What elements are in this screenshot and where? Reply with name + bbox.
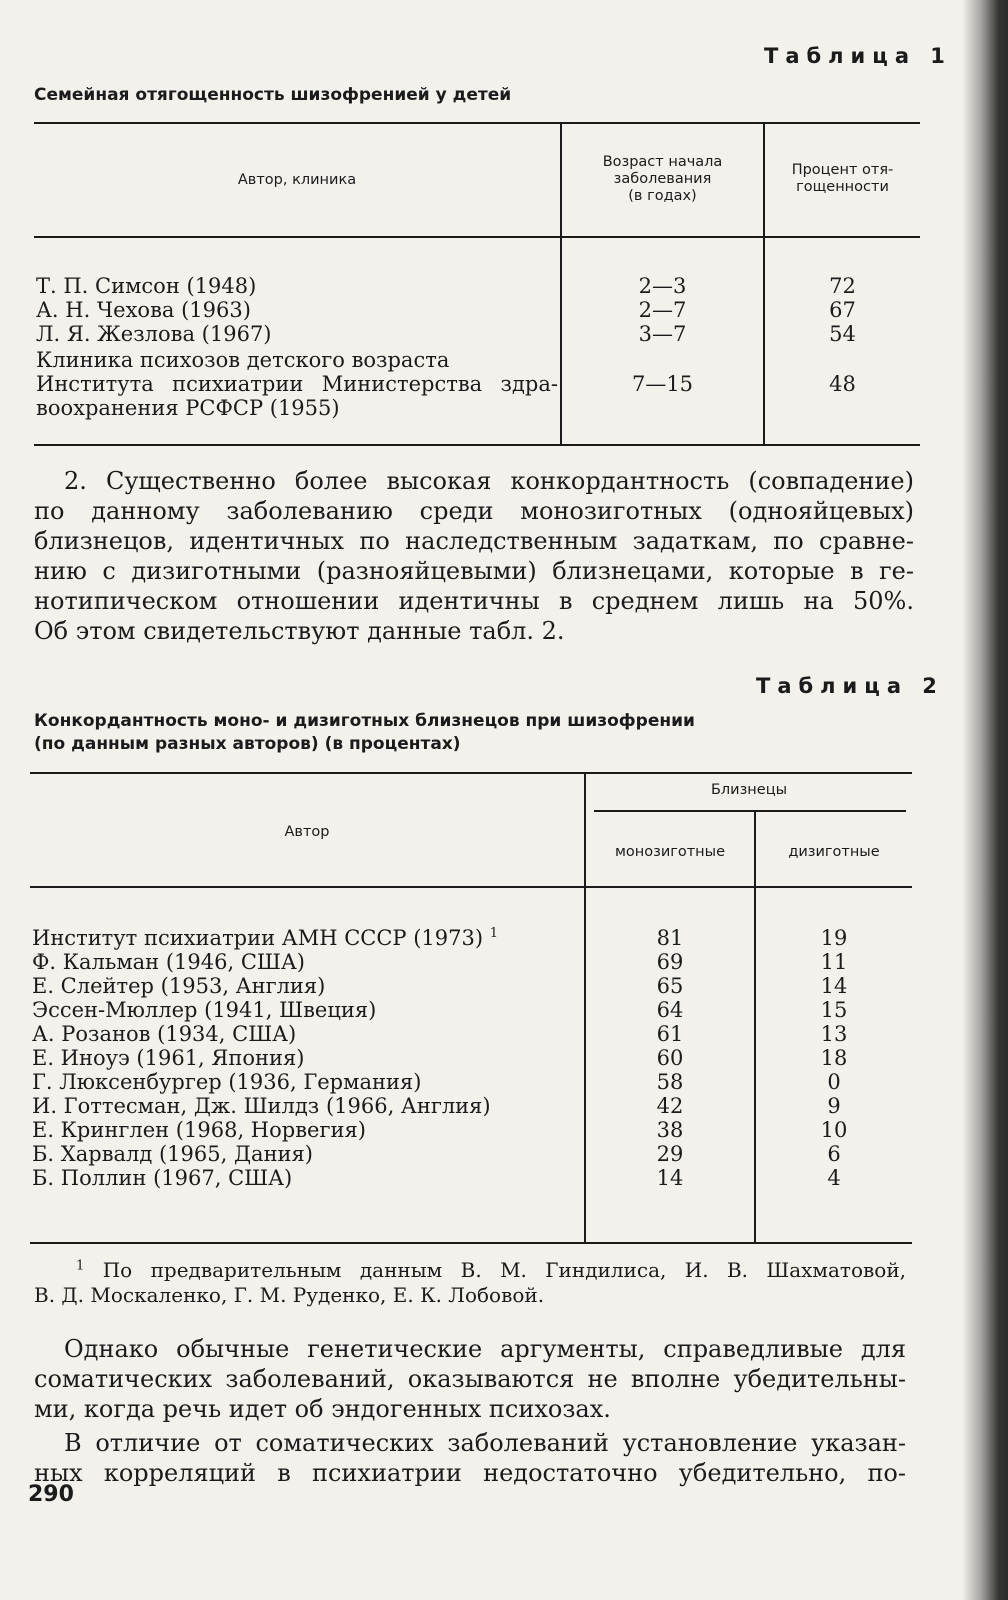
table2-row-author: Е. Иноуэ (1961, Япония) <box>32 1046 305 1070</box>
table2-row-mono: 64 <box>656 998 684 1022</box>
table1-row-author: Института психиатрии Министерства здра- <box>36 372 558 396</box>
table2-row-author: Ф. Кальман (1946, США) <box>32 950 305 974</box>
text-line: 2. Существенно более высокая конкордантность (совпадение) <box>64 467 914 495</box>
page-edge-shadow <box>962 0 1008 1600</box>
table2-row-author: Эссен-Мюллер (1941, Швеция) <box>32 998 377 1022</box>
table2-row-di: 19 <box>820 926 848 950</box>
table1-row-percent: 67 <box>829 298 856 322</box>
table2-row-author: Институт психиатрии АМН СССР (1973) $^1$ <box>32 926 498 950</box>
table1-row-author: Клиника психозов детского возраста <box>36 348 450 372</box>
table2-row-di: 14 <box>820 974 848 998</box>
text-line: ми, когда речь идет об эндогенных психозах. <box>34 1395 611 1423</box>
table2-row-mono: 61 <box>656 1022 684 1046</box>
table2-row-di: 18 <box>820 1046 848 1070</box>
body-paragraph-2 <box>34 1334 906 1424</box>
text-line: по данному заболеванию среди монозиготных (однояйцевых) <box>34 497 914 525</box>
text-line: нотипическом отношении идентичны в среднем лишь на 50%. <box>34 587 914 615</box>
table1-row-percent: 54 <box>829 322 856 346</box>
table2-top-rule <box>30 772 912 774</box>
text-line: Об этом свидетельствуют данные табл. 2. <box>34 617 565 645</box>
table2-header-author: Автор <box>284 824 330 840</box>
footnote-mark: 1 <box>76 1258 85 1274</box>
table2-row-di: 9 <box>827 1094 841 1118</box>
text-line: нию с дизиготными (разнояйцевыми) близнецами, которые в ге- <box>34 557 914 585</box>
table2-header-twins: Близнецы <box>710 782 788 798</box>
table2-title: Конкордантность моно- и дизиготных близнецов при шизофрении (по данным разных авторов) (в процентах) <box>34 711 695 754</box>
table1-row-author: Л. Я. Жезлова (1967) <box>36 322 272 346</box>
table2-number: Таблица 2 <box>756 674 944 698</box>
table2-row-di: 6 <box>827 1142 841 1166</box>
table1-row-age: 2—3 <box>638 274 687 298</box>
table2-row-author: Е. Кринглен (1968, Норвегия) <box>32 1118 366 1142</box>
table2-row-author: А. Розанов (1934, США) <box>32 1022 297 1046</box>
table2-row-author: Б. Поллин (1967, США) <box>32 1166 293 1190</box>
table1-header-rule <box>34 236 920 238</box>
table2-header-di: дизиготные <box>788 844 880 860</box>
table2-row-mono: 65 <box>656 974 684 998</box>
table2-row-mono: 38 <box>656 1118 684 1142</box>
table1-row-author: Т. П. Симсон (1948) <box>36 274 257 298</box>
table1-header-percent: Процент отя- гощенности <box>791 162 894 195</box>
table1-number: Таблица 1 <box>764 44 952 68</box>
text-line: близнецов, идентичных по наследственным задаткам, по сравне- <box>34 527 914 555</box>
text-line: соматических заболеваний, оказываются не вполне убедительны- <box>34 1365 906 1393</box>
table2-header-mono: монозиготные <box>614 844 726 860</box>
footnote-mark: 1 <box>489 926 498 941</box>
table2-row-mono: 81 <box>656 926 684 950</box>
page-number: 290 <box>28 1482 74 1507</box>
table2-row-di: 15 <box>820 998 848 1022</box>
table1-row-age: 7—15 <box>631 372 694 396</box>
table1-row-percent: 72 <box>829 274 856 298</box>
table2-bottom-rule <box>30 1242 912 1244</box>
table1-header-author: Автор, клиника <box>237 172 357 188</box>
table1-row-age: 3—7 <box>638 322 687 346</box>
table2-row-mono: 14 <box>656 1166 684 1190</box>
body-paragraph-3 <box>34 1428 906 1488</box>
footnote-line: $^1$ По предварительным данным В. М. Гиндилиса, И. В. Шахматовой, <box>76 1258 907 1282</box>
text-line: Однако обычные генетические аргументы, справедливые для <box>64 1335 906 1363</box>
table2-row-author: Г. Люксенбургер (1936, Германия) <box>32 1070 422 1094</box>
table1-row-age: 2—7 <box>638 298 687 322</box>
table1-bottom-rule <box>34 444 920 446</box>
table2-row-mono: 60 <box>656 1046 684 1070</box>
table2-row-di: 0 <box>827 1070 841 1094</box>
table2-row-di: 11 <box>820 950 848 974</box>
text-line: ных корреляций в психиатрии недостаточно убедительно, по- <box>34 1459 906 1487</box>
footnote-line: В. Д. Москаленко, Г. М. Руденко, Е. К. Лобовой. <box>34 1283 545 1307</box>
table1-row-author: воохранения РСФСР (1955) <box>36 396 340 420</box>
body-paragraph-1 <box>34 466 914 646</box>
table2-row-author: Е. Слейтер (1953, Англия) <box>32 974 326 998</box>
table2-footnote <box>34 1258 906 1308</box>
table2-row-mono: 42 <box>656 1094 684 1118</box>
table2-header-rule <box>30 886 912 888</box>
text-line: В отличие от соматических заболеваний установление указан- <box>64 1429 906 1457</box>
table2-twins-rule <box>594 810 906 812</box>
table2-row-di: 4 <box>827 1166 841 1190</box>
table2-row-author: И. Готтесман, Дж. Шилдз (1966, Англия) <box>32 1094 491 1118</box>
table1-top-rule <box>34 122 920 124</box>
table1-row-percent: 48 <box>829 372 856 396</box>
table2-row-mono: 29 <box>656 1142 684 1166</box>
table1-row-author: А. Н. Чехова (1963) <box>36 298 251 322</box>
table1-header-age: Возраст начала заболевания (в годах) <box>602 154 723 204</box>
table2-row-di: 10 <box>820 1118 848 1142</box>
table1-title: Семейная отягощенность шизофренией у детей <box>34 85 512 105</box>
table2-row-mono: 69 <box>656 950 684 974</box>
table2-row-di: 13 <box>820 1022 848 1046</box>
table2-row-mono: 58 <box>656 1070 684 1094</box>
table2-row-author: Б. Харвалд (1965, Дания) <box>32 1142 313 1166</box>
